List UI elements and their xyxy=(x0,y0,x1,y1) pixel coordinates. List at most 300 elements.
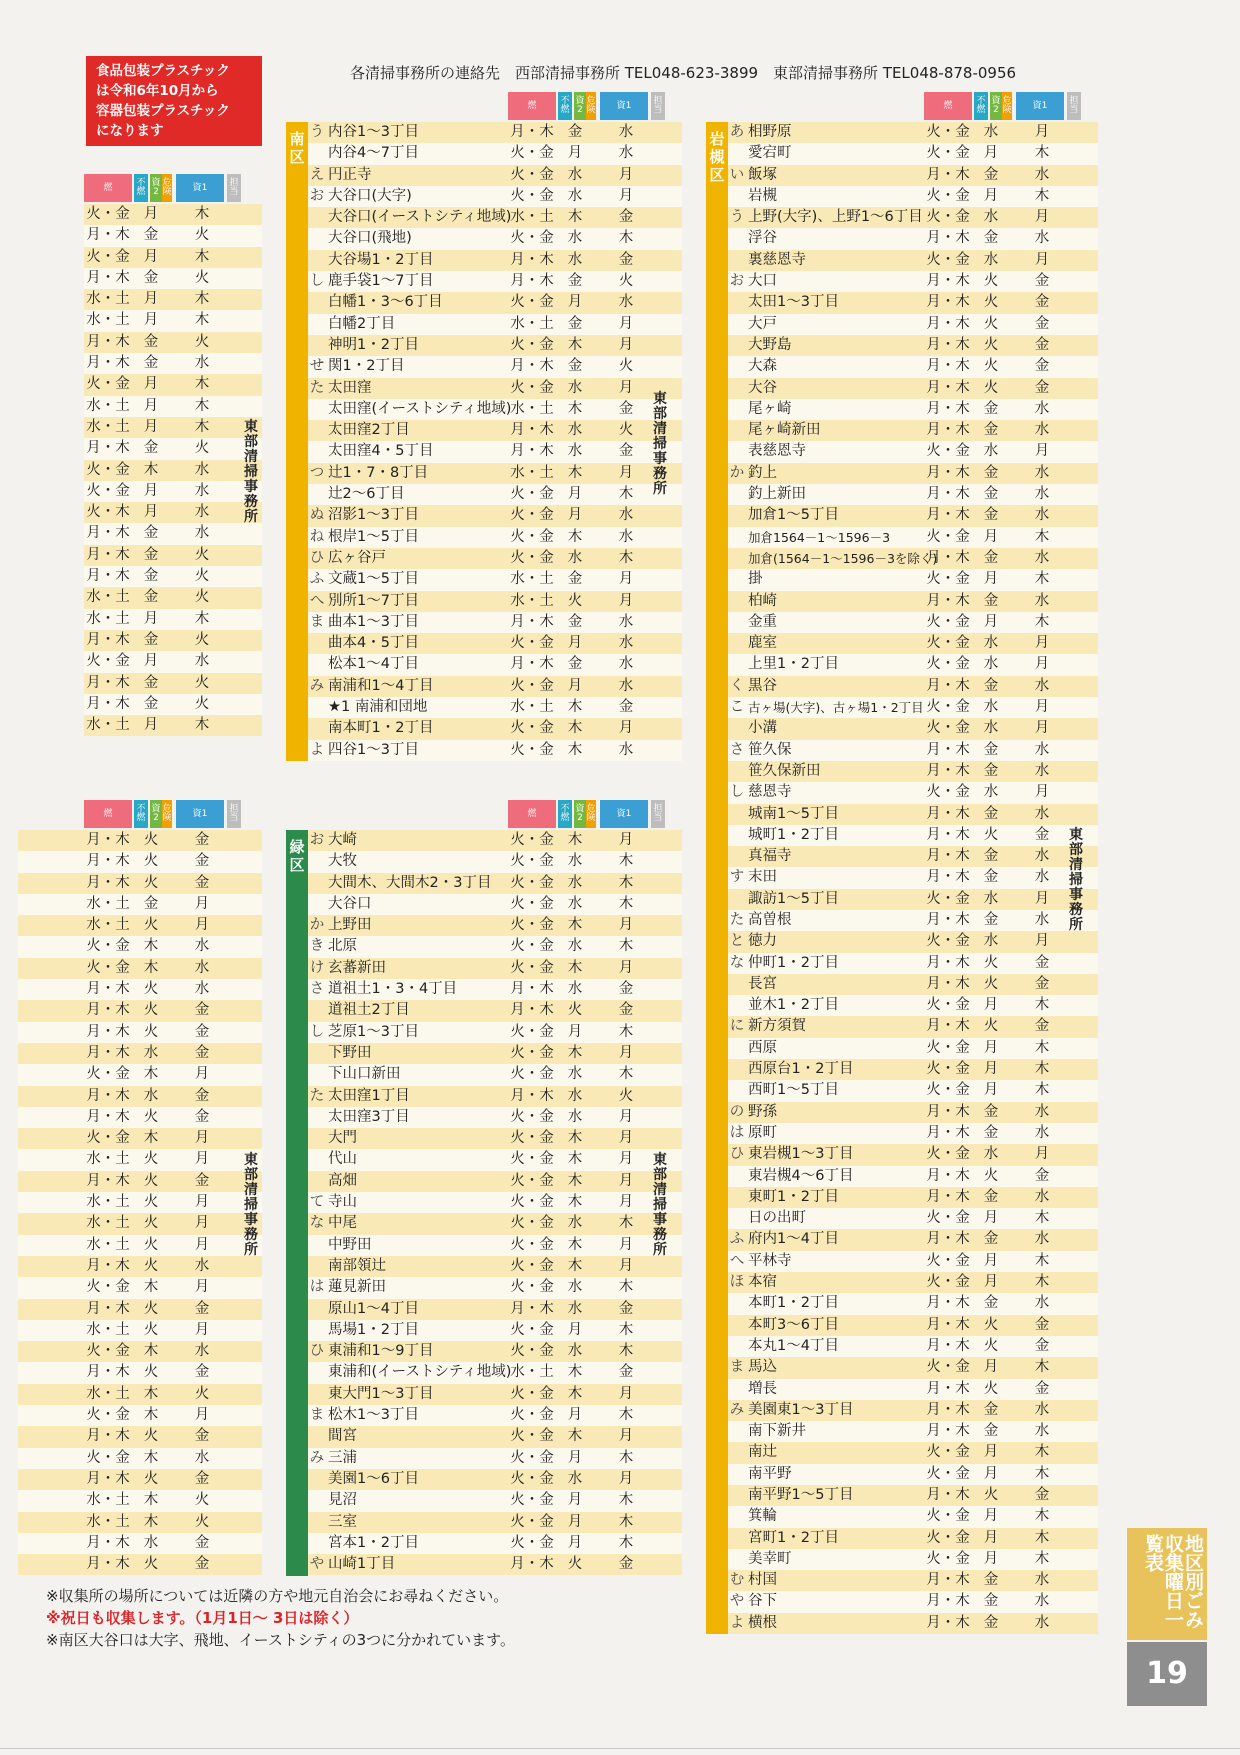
res2-day: 金 xyxy=(567,571,583,588)
res1-day: 金 xyxy=(1034,1487,1050,1503)
footnote: ※南区大谷口は大字、飛地、イーストシティの3つに分かれています。 xyxy=(46,1631,515,1649)
burnable-day: 火・金 xyxy=(510,959,554,976)
burnable-day: 月・木 xyxy=(86,1364,130,1381)
res1-day: 火 xyxy=(194,568,210,585)
header-cell: 危険 xyxy=(162,174,172,202)
area-name: 松本1～4丁目 xyxy=(328,656,419,673)
area-name: 飯塚 xyxy=(748,166,777,183)
res1-day: 金 xyxy=(618,1364,634,1381)
table-row xyxy=(18,1192,262,1213)
kana-index: つ xyxy=(309,464,325,481)
area-name: 原町 xyxy=(748,1124,777,1141)
area-name: 馬込 xyxy=(748,1359,777,1376)
burnable-day: 月・木 xyxy=(926,848,970,865)
burnable-day: 月・木 xyxy=(86,227,130,244)
area-name: 並木1・2丁目 xyxy=(748,997,839,1014)
burnable-day: 火・金 xyxy=(510,677,554,694)
res2-day: 月 xyxy=(983,1465,999,1482)
table-row xyxy=(728,825,1098,846)
table-row xyxy=(308,1192,682,1213)
res2-day: 火 xyxy=(983,294,999,311)
table-row xyxy=(308,830,682,851)
burnable-day: 月・木 xyxy=(86,355,130,372)
kana-index: け xyxy=(309,959,325,976)
area-name: 鹿手袋1～7丁目 xyxy=(328,273,434,290)
res1-day: 月 xyxy=(618,315,634,332)
res2-day: 火 xyxy=(143,1300,159,1317)
area-name: 西原 xyxy=(748,1039,777,1056)
burnable-day: 火・金 xyxy=(510,1044,554,1061)
area-name: 大谷口(飛地) xyxy=(328,230,412,247)
notice-line: 容器包装プラスチック xyxy=(96,103,230,119)
res1-day: 木 xyxy=(618,486,634,503)
res1-day: 水 xyxy=(618,294,634,311)
burnable-day: 月・木 xyxy=(86,1002,130,1019)
table-row xyxy=(308,1277,682,1298)
table-row xyxy=(308,1512,682,1533)
header-cell: 資1 xyxy=(600,800,648,828)
res2-day: 金 xyxy=(143,525,159,542)
area-name: 岩槻 xyxy=(748,187,777,204)
res1-day: 水 xyxy=(618,145,634,162)
area-name: 芝原1～3丁目 xyxy=(328,1023,419,1040)
burnable-day: 火・金 xyxy=(510,1407,554,1424)
burnable-day: 月・木 xyxy=(86,333,130,350)
res2-day: 金 xyxy=(143,355,159,372)
burnable-day: 火・金 xyxy=(510,1449,554,1466)
burnable-day: 月・木 xyxy=(510,422,554,439)
burnable-day: 月・木 xyxy=(926,741,970,758)
res2-day: 金 xyxy=(983,741,999,758)
res1-day: 木 xyxy=(1034,145,1050,162)
res1-day: 火 xyxy=(618,1087,634,1104)
burnable-day: 月・木 xyxy=(926,1167,970,1184)
table-row xyxy=(18,1469,262,1490)
burnable-day: 火・金 xyxy=(926,1529,970,1546)
res2-day: 月 xyxy=(143,248,159,265)
area-name: 白幡2丁目 xyxy=(328,315,396,332)
res1-day: 月 xyxy=(618,1470,634,1487)
table-row xyxy=(308,718,682,739)
burnable-day: 月・木 xyxy=(926,762,970,779)
res2-day: 火 xyxy=(143,1023,159,1040)
burnable-day: 火・金 xyxy=(510,1534,554,1551)
burnable-day: 月・木 xyxy=(86,1470,130,1487)
table-row xyxy=(18,1341,262,1362)
res2-day: 水 xyxy=(567,1470,583,1487)
burnable-day: 月・木 xyxy=(86,1172,130,1189)
res2-day: 火 xyxy=(567,1556,583,1573)
notice-line: は令和6年10月から xyxy=(96,83,219,99)
res2-day: 金 xyxy=(983,1231,999,1248)
res2-day: 月 xyxy=(983,1082,999,1099)
burnable-day: 月・木 xyxy=(926,464,970,481)
table-row xyxy=(84,204,262,225)
area-name: 大口 xyxy=(748,273,777,290)
burnable-day: 火・金 xyxy=(926,1210,970,1227)
res2-day: 月 xyxy=(143,653,159,670)
res2-day: 水 xyxy=(567,379,583,396)
header-cell: 不燃 xyxy=(974,92,988,120)
res1-day: 火 xyxy=(194,589,210,606)
kana-index: す xyxy=(729,869,745,886)
res2-day: 水 xyxy=(567,1300,583,1317)
burnable-day: 月・木 xyxy=(86,1108,130,1125)
area-name: 上野(大字)、上野1～6丁目 xyxy=(748,209,923,226)
res2-day: 木 xyxy=(143,1513,159,1530)
res2-day: 木 xyxy=(567,1172,583,1189)
res2-day: 金 xyxy=(983,592,999,609)
res2-day: 金 xyxy=(143,674,159,691)
burnable-day: 月・木 xyxy=(926,1423,970,1440)
kana-index: こ xyxy=(729,699,745,716)
table-row xyxy=(84,481,262,502)
table-row xyxy=(308,1299,682,1320)
kana-index: う xyxy=(309,124,325,140)
header-cell: 資1 xyxy=(1016,92,1064,120)
table-row xyxy=(728,804,1098,825)
res1-day: 金 xyxy=(194,1023,210,1040)
notice-line: になります xyxy=(96,123,164,139)
area-name: 三室 xyxy=(328,1513,357,1530)
res2-day: 金 xyxy=(983,1614,999,1631)
table-row xyxy=(308,1533,682,1554)
burnable-day: 月・木 xyxy=(926,1572,970,1589)
res1-day: 月 xyxy=(618,720,634,737)
table-row xyxy=(308,1256,682,1277)
burnable-day: 火・金 xyxy=(510,1151,554,1168)
burnable-day: 水・土 xyxy=(510,1364,554,1381)
kana-index: お xyxy=(729,273,745,290)
res1-day: 木 xyxy=(194,291,210,308)
res2-day: 木 xyxy=(567,699,583,716)
area-name: 笹久保 xyxy=(748,741,792,758)
res2-day: 木 xyxy=(567,959,583,976)
burnable-day: 火・金 xyxy=(926,571,970,588)
res2-day: 月 xyxy=(143,610,159,627)
res2-day: 金 xyxy=(983,848,999,865)
area-name: 大野島 xyxy=(748,336,792,353)
area-name: 本町3～6丁目 xyxy=(748,1316,839,1333)
table-row xyxy=(84,651,262,672)
table-row xyxy=(728,420,1098,441)
res1-day: 金 xyxy=(618,251,634,268)
area-name: ★1 南浦和団地 xyxy=(328,699,428,716)
res1-day: 金 xyxy=(1034,1337,1050,1354)
burnable-day: 火・金 xyxy=(926,1061,970,1078)
kana-index: ふ xyxy=(729,1231,745,1248)
res2-day: 水 xyxy=(567,1279,583,1296)
res1-day: 木 xyxy=(1034,1252,1050,1269)
header-cell: 危険 xyxy=(586,92,596,120)
res2-day: 水 xyxy=(983,124,999,140)
table-row xyxy=(728,527,1098,548)
burnable-day: 火・金 xyxy=(510,1492,554,1509)
table-row xyxy=(728,143,1098,164)
area-name: 黒谷 xyxy=(748,677,777,694)
burnable-day: 月・木 xyxy=(86,1044,130,1061)
table-row xyxy=(728,271,1098,292)
area-name: 南本町1・2丁目 xyxy=(328,720,434,737)
res2-day: 水 xyxy=(983,656,999,673)
area-name: 増長 xyxy=(748,1380,777,1397)
area-name: 東岩槻1～3丁目 xyxy=(748,1146,854,1163)
res1-day: 木 xyxy=(618,895,634,912)
res1-day: 水 xyxy=(618,613,634,630)
kana-index: へ xyxy=(729,1252,745,1269)
table-row xyxy=(728,1591,1098,1612)
table-row xyxy=(308,1171,682,1192)
table-row xyxy=(728,1123,1098,1144)
res1-day: 水 xyxy=(1034,464,1050,481)
kana-index: や xyxy=(729,1593,745,1610)
table-row xyxy=(308,250,682,271)
res1-day: 水 xyxy=(1034,1423,1050,1440)
res1-day: 木 xyxy=(1034,1359,1050,1376)
ward-band xyxy=(706,122,728,1634)
res2-day: 月 xyxy=(567,1492,583,1509)
burnable-day: 水・土 xyxy=(86,589,130,606)
table-row xyxy=(18,1554,262,1575)
res1-day: 金 xyxy=(194,853,210,870)
burnable-day: 月・木 xyxy=(86,1023,130,1040)
table-row xyxy=(308,1000,682,1021)
table-row xyxy=(728,314,1098,335)
res1-day: 金 xyxy=(618,400,634,417)
table-row xyxy=(308,676,682,697)
res1-day: 木 xyxy=(618,938,634,955)
res2-day: 月 xyxy=(143,418,159,435)
res1-day: 月 xyxy=(618,1108,634,1125)
area-name: 三浦 xyxy=(328,1449,357,1466)
burnable-day: 火・金 xyxy=(926,720,970,737)
burnable-day: 火・金 xyxy=(510,549,554,566)
table-row xyxy=(18,1000,262,1021)
table-row xyxy=(84,609,262,630)
table-row xyxy=(18,1384,262,1405)
res2-day: 火 xyxy=(983,1018,999,1035)
burnable-day: 月・木 xyxy=(926,805,970,822)
res2-day: 木 xyxy=(567,400,583,417)
res2-day: 木 xyxy=(567,1385,583,1402)
burnable-day: 月・木 xyxy=(86,981,130,998)
res2-day: 火 xyxy=(983,1167,999,1184)
res1-day: 水 xyxy=(1034,592,1050,609)
area-name: 沼影1～3丁目 xyxy=(328,507,419,524)
burnable-day: 月・木 xyxy=(510,124,554,140)
table-row xyxy=(18,1299,262,1320)
area-name: 長宮 xyxy=(748,975,777,992)
res2-day: 水 xyxy=(567,895,583,912)
res1-day: 月 xyxy=(618,1385,634,1402)
res2-day: 木 xyxy=(143,959,159,976)
burnable-day: 火・金 xyxy=(510,507,554,524)
burnable-day: 水・土 xyxy=(86,1385,130,1402)
burnable-day: 火・木 xyxy=(86,504,130,521)
burnable-day: 月・木 xyxy=(926,1231,970,1248)
area-name: 釣上新田 xyxy=(748,486,806,503)
side-tab: 地区別ごみ収集曜日一覧表 xyxy=(1127,1528,1207,1640)
area-name: 神明1・2丁目 xyxy=(328,336,419,353)
header-cell: 担当 xyxy=(651,92,665,120)
res2-day: 木 xyxy=(143,1343,159,1360)
res2-day: 木 xyxy=(567,917,583,934)
res2-day: 火 xyxy=(983,975,999,992)
table-row xyxy=(308,1341,682,1362)
table-row xyxy=(308,633,682,654)
res2-day: 火 xyxy=(983,379,999,396)
table-row xyxy=(18,1086,262,1107)
res2-day: 金 xyxy=(567,124,583,140)
area-name: 村国 xyxy=(748,1572,777,1589)
burnable-day: 月・木 xyxy=(926,1018,970,1035)
burnable-day: 火・金 xyxy=(926,613,970,630)
res2-day: 木 xyxy=(567,528,583,545)
res2-day: 火 xyxy=(983,826,999,843)
res1-day: 木 xyxy=(618,1449,634,1466)
table-row xyxy=(728,740,1098,761)
res1-day: 水 xyxy=(194,504,210,521)
res1-day: 金 xyxy=(1034,1018,1050,1035)
res2-day: 金 xyxy=(983,422,999,439)
area-name: 大森 xyxy=(748,358,777,375)
table-row xyxy=(728,1400,1098,1421)
area-name: 大崎 xyxy=(328,832,357,848)
burnable-day: 月・木 xyxy=(86,1428,130,1445)
area-name: 美園東1～3丁目 xyxy=(748,1401,854,1418)
res2-day: 月 xyxy=(567,1534,583,1551)
burnable-day: 月・木 xyxy=(926,826,970,843)
res2-day: 火 xyxy=(983,1487,999,1503)
kana-index: ひ xyxy=(729,1146,745,1163)
res2-day: 木 xyxy=(143,1407,159,1424)
res2-day: 月 xyxy=(143,397,159,414)
res1-day: 木 xyxy=(1034,1274,1050,1291)
table-row xyxy=(18,936,262,957)
res1-day: 金 xyxy=(618,1556,634,1573)
res1-day: 火 xyxy=(194,674,210,691)
table-row xyxy=(18,1235,262,1256)
burnable-day: 火・金 xyxy=(510,1066,554,1083)
table-row xyxy=(84,545,262,566)
res2-day: 木 xyxy=(143,1449,159,1466)
burnable-day: 月・木 xyxy=(926,1124,970,1141)
header-cell: 燃 xyxy=(924,92,972,120)
area-name: 愛宕町 xyxy=(748,145,792,162)
burnable-day: 月・木 xyxy=(926,677,970,694)
header-cell: 担当 xyxy=(1067,92,1081,120)
burnable-day: 月・木 xyxy=(86,1556,130,1573)
header-cell: 燃 xyxy=(508,800,556,828)
burnable-day: 火・金 xyxy=(926,1252,970,1269)
burnable-day: 水・土 xyxy=(86,917,130,934)
burnable-day: 火・金 xyxy=(86,1407,130,1424)
res1-day: 金 xyxy=(1034,954,1050,971)
burnable-day: 水・土 xyxy=(86,1321,130,1338)
table-row xyxy=(728,782,1098,803)
res1-day: 月 xyxy=(1034,933,1050,950)
res2-day: 火 xyxy=(143,1257,159,1274)
area-name: 太田1～3丁目 xyxy=(748,294,839,311)
res1-day: 金 xyxy=(618,443,634,460)
res2-day: 金 xyxy=(983,677,999,694)
table-body xyxy=(308,830,682,1575)
table-row xyxy=(728,846,1098,867)
res1-day: 月 xyxy=(618,1172,634,1189)
table-row xyxy=(308,915,682,936)
res1-day: 水 xyxy=(1034,1401,1050,1418)
table-row xyxy=(308,1043,682,1064)
area-name: 大谷口(イーストシティ地域) xyxy=(328,209,512,226)
kana-index: か xyxy=(729,464,745,481)
res2-day: 木 xyxy=(567,720,583,737)
res2-day: 月 xyxy=(983,145,999,162)
res1-day: 火 xyxy=(194,227,210,244)
kana-index: ま xyxy=(729,1359,745,1376)
res2-day: 火 xyxy=(983,273,999,290)
table-body xyxy=(18,830,262,1575)
kana-index: さ xyxy=(309,981,325,998)
area-name: 慈恩寺 xyxy=(748,784,792,801)
kana-index: せ xyxy=(309,358,325,375)
table-row xyxy=(308,1086,682,1107)
burnable-day: 火・金 xyxy=(926,1039,970,1056)
area-name: 真福寺 xyxy=(748,848,792,865)
header-cell: 資2 xyxy=(574,92,586,120)
res2-day: 水 xyxy=(567,549,583,566)
burnable-day: 月・木 xyxy=(86,1087,130,1104)
res1-day: 水 xyxy=(618,677,634,694)
burnable-day: 火・金 xyxy=(926,251,970,268)
res2-day: 木 xyxy=(143,461,159,478)
table-row xyxy=(728,1464,1098,1485)
area-name: 東浦和(イーストシティ地域) xyxy=(328,1364,512,1381)
kana-index: ほ xyxy=(729,1274,745,1291)
table-row xyxy=(728,1442,1098,1463)
res1-day: 水 xyxy=(194,525,210,542)
table-row xyxy=(728,569,1098,590)
burnable-day: 火・金 xyxy=(510,1236,554,1253)
res2-day: 木 xyxy=(567,1364,583,1381)
kana-index: よ xyxy=(309,741,325,758)
burnable-day: 火・金 xyxy=(926,124,970,140)
res2-day: 火 xyxy=(143,1428,159,1445)
kana-index: や xyxy=(309,1556,325,1573)
res1-day: 水 xyxy=(1034,422,1050,439)
area-name: 新方須賀 xyxy=(748,1018,806,1035)
res2-day: 月 xyxy=(567,1513,583,1530)
table-row xyxy=(308,441,682,462)
area-name: 中野田 xyxy=(328,1236,372,1253)
burnable-day: 火・金 xyxy=(510,145,554,162)
res1-day: 月 xyxy=(194,1151,210,1168)
res1-day: 木 xyxy=(618,874,634,891)
res1-day: 水 xyxy=(1034,805,1050,822)
table-row xyxy=(728,378,1098,399)
kana-index: ぬ xyxy=(309,507,325,524)
res2-day: 金 xyxy=(983,762,999,779)
table-row xyxy=(18,1256,262,1277)
res2-day: 月 xyxy=(143,717,159,734)
table-row xyxy=(308,1213,682,1234)
table-row xyxy=(308,1426,682,1447)
res1-day: 金 xyxy=(194,1300,210,1317)
burnable-day: 火・金 xyxy=(510,1108,554,1125)
burnable-day: 火・金 xyxy=(926,187,970,204)
res1-day: 木 xyxy=(1034,1039,1050,1056)
burnable-day: 火・金 xyxy=(510,486,554,503)
area-name: 鹿室 xyxy=(748,635,777,652)
